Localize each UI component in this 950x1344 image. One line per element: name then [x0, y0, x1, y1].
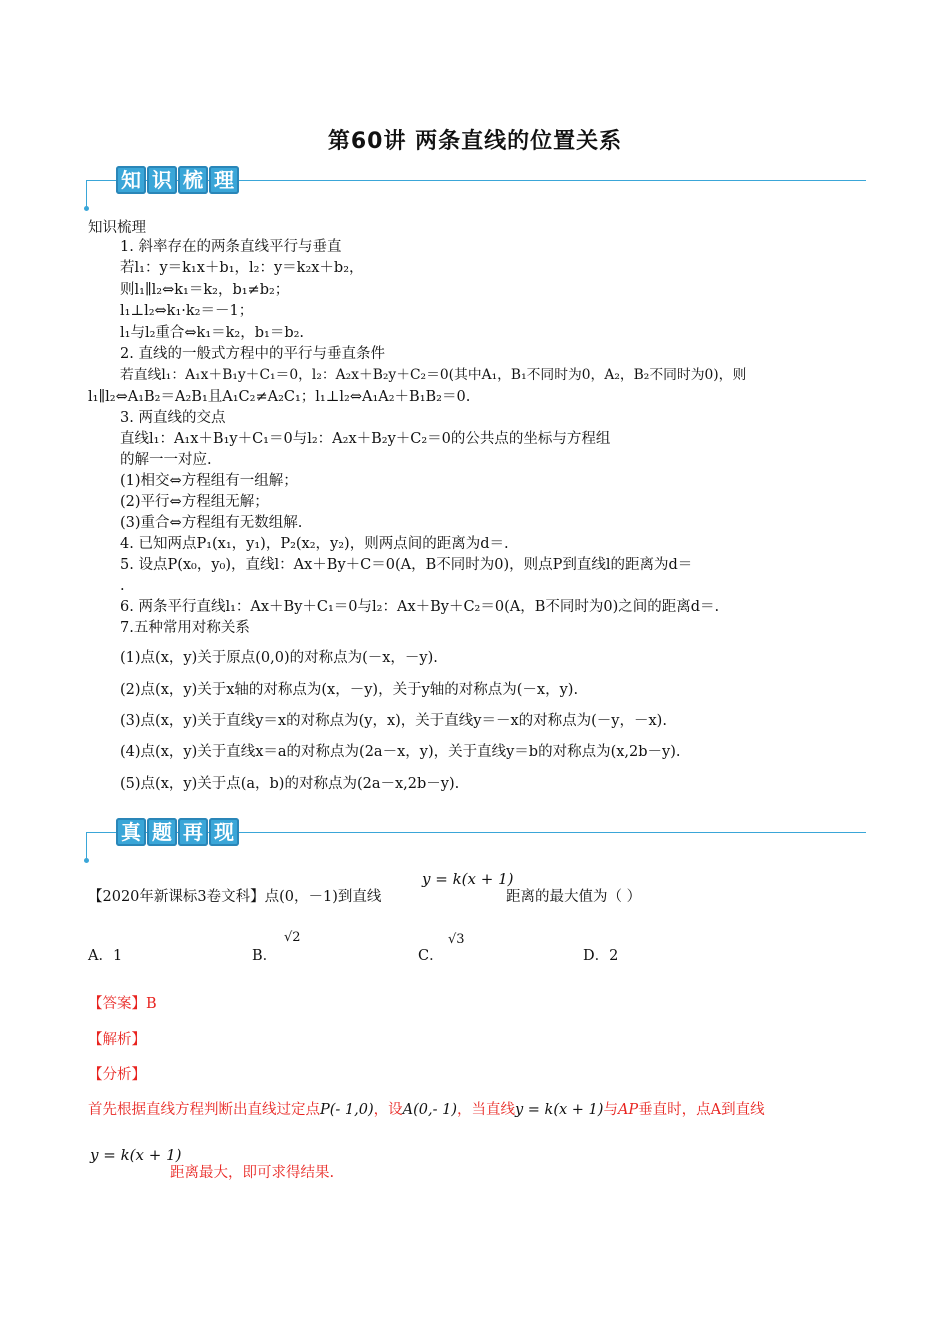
segment-ap: AP [617, 1102, 639, 1118]
analysis-text: 垂直时， [638, 1102, 697, 1118]
section-banner-knowledge [86, 166, 866, 216]
knowledge-line: . [120, 578, 125, 594]
banner-tile: 知 [116, 166, 146, 194]
knowledge-line: 若直线l₁：A₁x＋B₁y＋C₁＝0，l₂：A₂x＋B₂y＋C₂＝0(其中A₁，B₁不同时为0，A₂，B₂不同时为0)，则 [120, 367, 747, 383]
option-c: C． [418, 948, 444, 964]
problem-stem-tail: 距离的最大值为（ ） [506, 889, 642, 905]
banner-vertical-rule [86, 832, 87, 860]
knowledge-line: 7.五种常用对称关系 [120, 620, 250, 636]
problem-source: 【2020年新课标3卷文科】 [88, 889, 265, 905]
knowledge-line: (2)平行⇔方程组无解； [120, 494, 269, 510]
banner-tile: 识 [147, 166, 177, 194]
knowledge-line: l₁与l₂重合⇔k₁＝k₂，b₁＝b₂. [120, 325, 305, 341]
knowledge-line: l₁∥l₂⇔A₁B₂＝A₂B₁且A₁C₂≠A₂C₁；l₁⊥l₂⇔A₁A₂＋B₁B₂＝0. [88, 389, 471, 405]
knowledge-heading: 知识梳理 [88, 220, 146, 236]
analysis-text: ，设 [373, 1102, 403, 1118]
problem-stem [88, 887, 381, 907]
page-title: 第60讲 两条直线的位置关系 [327, 129, 623, 154]
option-a: A．1 [88, 948, 123, 964]
knowledge-line: 直线l₁：A₁x＋B₁y＋C₁＝0与l₂：A₂x＋B₂y＋C₂＝0的公共点的坐标与方程组 [120, 431, 611, 447]
knowledge-line: 2. 直线的一般式方程中的平行与垂直条件 [120, 346, 385, 362]
banner-dot [84, 206, 89, 211]
section-banner-real-exam [86, 818, 866, 868]
point-p: P(- 1,0) [320, 1102, 374, 1118]
symmetry-line: (3)点(x，y)关于直线y＝x的对称点为(y，x)，关于直线y＝－x的对称点为(－y，－x). [120, 713, 667, 729]
option-b-root: √2 [284, 930, 301, 945]
problem-stem-text: 点(0，－1)到直线 [264, 889, 382, 905]
banner-tile: 梳 [178, 166, 208, 194]
option-d: D．2 [583, 948, 619, 964]
jiexi-label: 【解析】 [88, 1032, 146, 1048]
banner-vertical-rule [86, 180, 87, 208]
fenxi-label: 【分析】 [88, 1067, 146, 1083]
answer-label: 【答案】B [88, 996, 157, 1012]
analysis-text: 点A到直线 [696, 1102, 765, 1118]
knowledge-line: (3)重合⇔方程组有无数组解. [120, 515, 303, 531]
option-c-root: √3 [448, 932, 465, 947]
knowledge-line: 5. 设点P(x₀，y₀)，直线l：Ax＋By＋C＝0(A，B不同时为0)，则点P到直线l的距离为d＝ [120, 557, 693, 573]
banner-tile: 真 [116, 818, 146, 846]
symmetry-line: (4)点(x，y)关于直线x＝a的对称点为(2a－x，y)，关于直线y＝b的对称点为(x,2b－y). [120, 744, 681, 760]
knowledge-line: 若l₁：y＝k₁x＋b₁，l₂：y＝k₂x＋b₂， [120, 260, 364, 276]
point-a: A(0,- 1) [402, 1102, 457, 1118]
knowledge-line: l₁⊥l₂⇔k₁·k₂＝－1； [120, 303, 254, 319]
knowledge-line: 的解一一对应. [120, 452, 212, 468]
symmetry-line: (5)点(x，y)关于点(a，b)的对称点为(2a－x,2b－y). [120, 776, 460, 792]
symmetry-line: (1)点(x，y)关于原点(0,0)的对称点为(－x，－y). [120, 650, 438, 666]
analysis-text: 与 [603, 1102, 618, 1118]
problem-equation: y = k(x + 1) [422, 870, 514, 888]
option-b: B． [252, 948, 278, 964]
banner-tile: 理 [209, 166, 239, 194]
line-equation-2: y = k(x + 1) [90, 1146, 182, 1164]
banner-tile: 再 [178, 818, 208, 846]
analysis-text: ，当直线 [457, 1102, 515, 1118]
banner-tile: 题 [147, 818, 177, 846]
banner-dot [84, 858, 89, 863]
symmetry-line: (2)点(x，y)关于x轴的对称点为(x，－y)，关于y轴的对称点为(－x，y). [120, 682, 579, 698]
banner-tile: 现 [209, 818, 239, 846]
knowledge-line: (1)相交⇔方程组有一组解； [120, 473, 298, 489]
analysis-line-1 [88, 1100, 765, 1120]
knowledge-line: 6. 两条平行直线l₁：Ax＋By＋C₁＝0与l₂：Ax＋By＋C₂＝0(A，B不同时为0)之间的距离d＝. [120, 599, 720, 615]
knowledge-line: 3. 两直线的交点 [120, 410, 226, 426]
knowledge-line: 4. 已知两点P₁(x₁，y₁)，P₂(x₂，y₂)，则两点间的距离为d＝. [120, 536, 509, 552]
line-equation: y = k(x + 1) [515, 1102, 604, 1118]
analysis-text: 首先根据直线方程判断出直线过定点 [88, 1102, 320, 1118]
knowledge-line: 1. 斜率存在的两条直线平行与垂直 [120, 239, 342, 255]
analysis-line-2: 距离最大，即可求得结果. [170, 1165, 335, 1181]
knowledge-line: 则l₁∥l₂⇔k₁＝k₂，b₁≠b₂； [120, 282, 290, 298]
